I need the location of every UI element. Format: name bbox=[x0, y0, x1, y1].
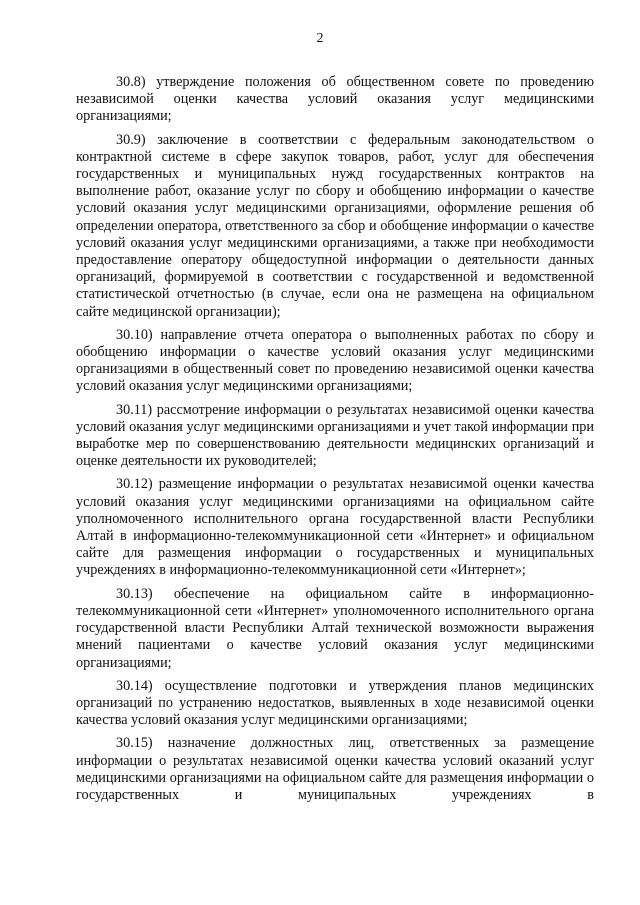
document-body bbox=[76, 74, 594, 810]
paragraph-30-12: 30.12) размещение информации о результатах независимой оценки качества условий оказания услуг медицинскими организациями на официальном сайте уполномоченного исполнительного органа государственной власти Республики Алтай в информационно-телекоммуникационной сети «Интернет» и официальном сайте для размещения информации о государственных и муниципальных учреждениях в информационно-телекоммуникационной сети «Интернет»; bbox=[76, 476, 594, 579]
paragraph-30-9: 30.9) заключение в соответствии с федеральным законодательством о контрактной системе в сфере закупок товаров, работ, услуг для обеспечения государственных и муниципальных нужд государственных контрактов на выполнение работ, оказание услуг по сбору и обобщению информации о качестве условий оказания услуг медицинскими организациями, оформление решения об определении оператора, ответственного за сбор и обобщение информации о качестве условий оказания услуг медицинскими организациями, а также при необходимости предоставление оператору общедоступной информации о деятельности данных организаций, формируемой в соответствии с государственной и ведомственной статистической отчетностью (в случае, если она не размещена на официальном сайте медицинской организации); bbox=[76, 131, 594, 320]
paragraph-30-10: 30.10) направление отчета оператора о выполненных работах по сбору и обобщению информации о качестве условий оказания услуг медицинскими организациями в общественный совет по проведению независимой оценки качества условий оказания услуг медицинскими организациями; bbox=[76, 326, 594, 395]
paragraph-30-8: 30.8) утверждение положения об общественном совете по проведению независимой оценки качества условий оказания услуг медицинскими организациями; bbox=[76, 74, 594, 125]
paragraph-30-11: 30.11) рассмотрение информации о результатах независимой оценки качества условий оказания услуг медицинскими организациями и учет такой информации при выработке мер по совершенствованию деятельности медицинских организаций и оценке деятельности их руководителей; bbox=[76, 401, 594, 470]
paragraph-30-14: 30.14) осуществление подготовки и утверждения планов медицинских организаций по устранению недостатков, выявленных в ходе независимой оценки качества условий оказания услуг медицинскими организациями; bbox=[76, 677, 594, 729]
page-number: 2 bbox=[316, 31, 324, 46]
paragraph-30-15: 30.15) назначение должностных лиц, ответственных за размещение информации о результатах независимой оценки качества условий оказаний услуг медицинскими организациями на официальном сайте для размещения информации о государственных и муниципальных учреждениях в bbox=[76, 735, 594, 803]
paragraph-30-13: 30.13) обеспечение на официальном сайте в информационно-телекоммуникационной сети «Интернет» уполномоченного исполнительного органа государственной власти Республики Алтай технической возможности выражения мнений пациентами о качестве условий оказания услуг медицинскими организациями; bbox=[76, 585, 594, 671]
